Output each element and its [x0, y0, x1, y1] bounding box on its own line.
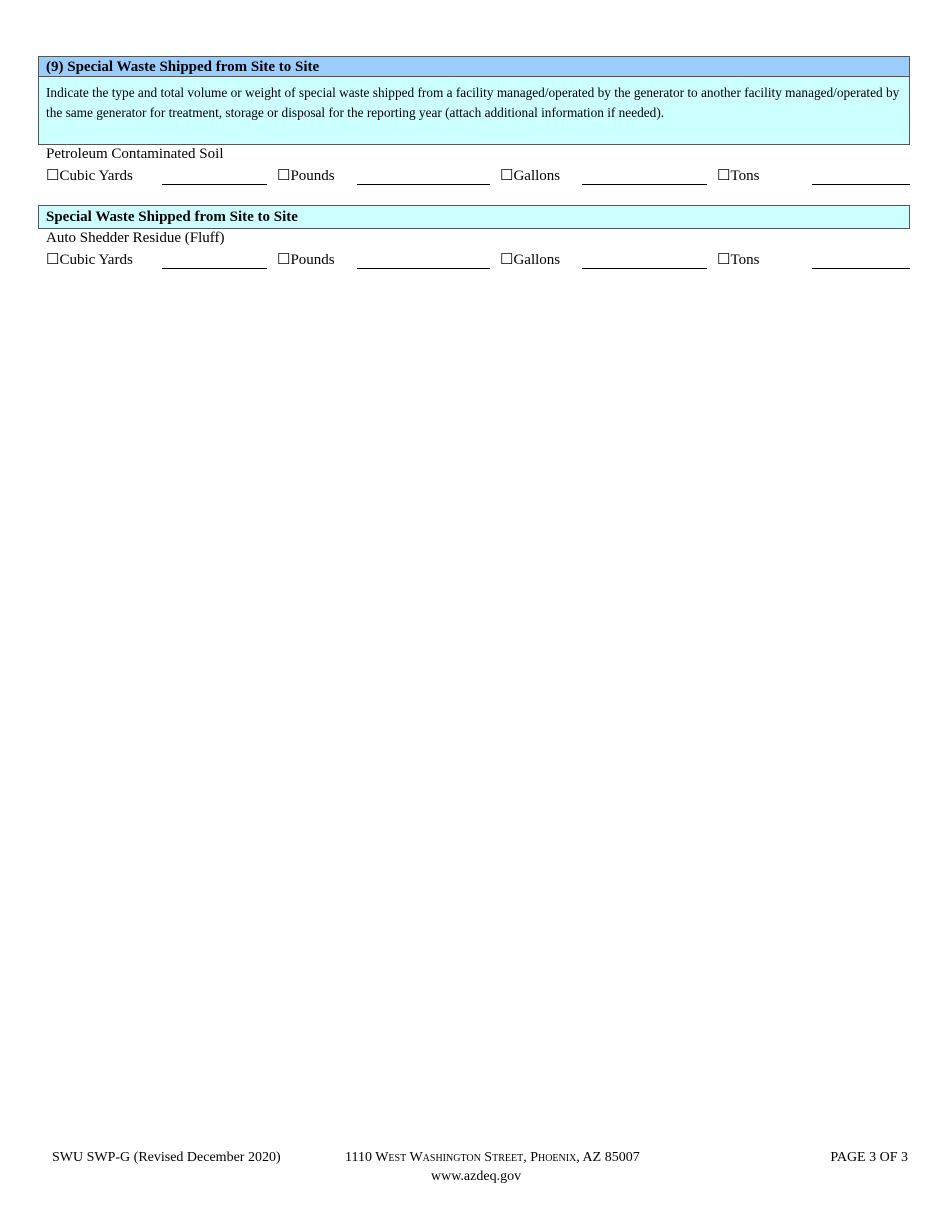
- unit-label: Tons: [730, 168, 760, 184]
- sub-section-header: Special Waste Shipped from Site to Site: [38, 205, 910, 229]
- tons-field[interactable]: [812, 184, 910, 185]
- checkbox-gallons[interactable]: [500, 166, 560, 185]
- checkbox-icon: ☐: [46, 252, 60, 268]
- footer-form-id: SWU SWP-G (Revised December 2020): [52, 1150, 281, 1165]
- section-9-header: (9) Special Waste Shipped from Site to Site: [38, 56, 910, 77]
- unit-row-petroleum-soil: [0, 166, 950, 188]
- checkbox-gallons[interactable]: [500, 250, 560, 269]
- footer-page-number: PAGE 3 OF 3: [830, 1150, 908, 1165]
- item-title-petroleum-soil: Petroleum Contaminated Soil: [46, 146, 224, 162]
- item-title-auto-shredder-residue: Auto Shedder Residue (Fluff): [46, 230, 225, 246]
- cubic-yards-field[interactable]: [162, 184, 267, 185]
- checkbox-icon: ☐: [277, 252, 291, 268]
- unit-label: Gallons: [513, 168, 561, 184]
- checkbox-icon: ☐: [500, 252, 514, 268]
- unit-label: Pounds: [290, 168, 335, 184]
- footer-website[interactable]: www.azdeq.gov: [431, 1169, 522, 1184]
- gallons-field[interactable]: [582, 184, 707, 185]
- checkbox-pounds[interactable]: [277, 250, 335, 269]
- checkbox-cubic-yards[interactable]: [46, 250, 133, 269]
- unit-row-auto-shredder-residue: [0, 250, 950, 272]
- pounds-field[interactable]: [357, 268, 490, 269]
- checkbox-tons[interactable]: [717, 166, 759, 185]
- unit-label: Gallons: [513, 252, 561, 268]
- checkbox-pounds[interactable]: [277, 166, 335, 185]
- checkbox-icon: ☐: [500, 168, 514, 184]
- checkbox-tons[interactable]: [717, 250, 759, 269]
- gallons-field[interactable]: [582, 268, 707, 269]
- unit-label: Tons: [730, 252, 760, 268]
- pounds-field[interactable]: [357, 184, 490, 185]
- checkbox-icon: ☐: [717, 168, 731, 184]
- checkbox-icon: ☐: [277, 168, 291, 184]
- unit-label: Cubic Yards: [59, 168, 133, 184]
- checkbox-cubic-yards[interactable]: [46, 166, 133, 185]
- unit-label: Pounds: [290, 252, 335, 268]
- section-9-instructions: Indicate the type and total volume or weight of special waste shipped from a facility managed/operated by the generator to another facility managed/operated by the same generator for treatment, storage or disposal for the reporting year (attach additional information if needed).: [38, 77, 910, 145]
- tons-field[interactable]: [812, 268, 910, 269]
- checkbox-icon: ☐: [717, 252, 731, 268]
- unit-label: Cubic Yards: [59, 252, 133, 268]
- cubic-yards-field[interactable]: [162, 268, 267, 269]
- checkbox-icon: ☐: [46, 168, 60, 184]
- footer-address: 1110 West Washington Street, Phoenix, AZ 85007: [345, 1150, 640, 1165]
